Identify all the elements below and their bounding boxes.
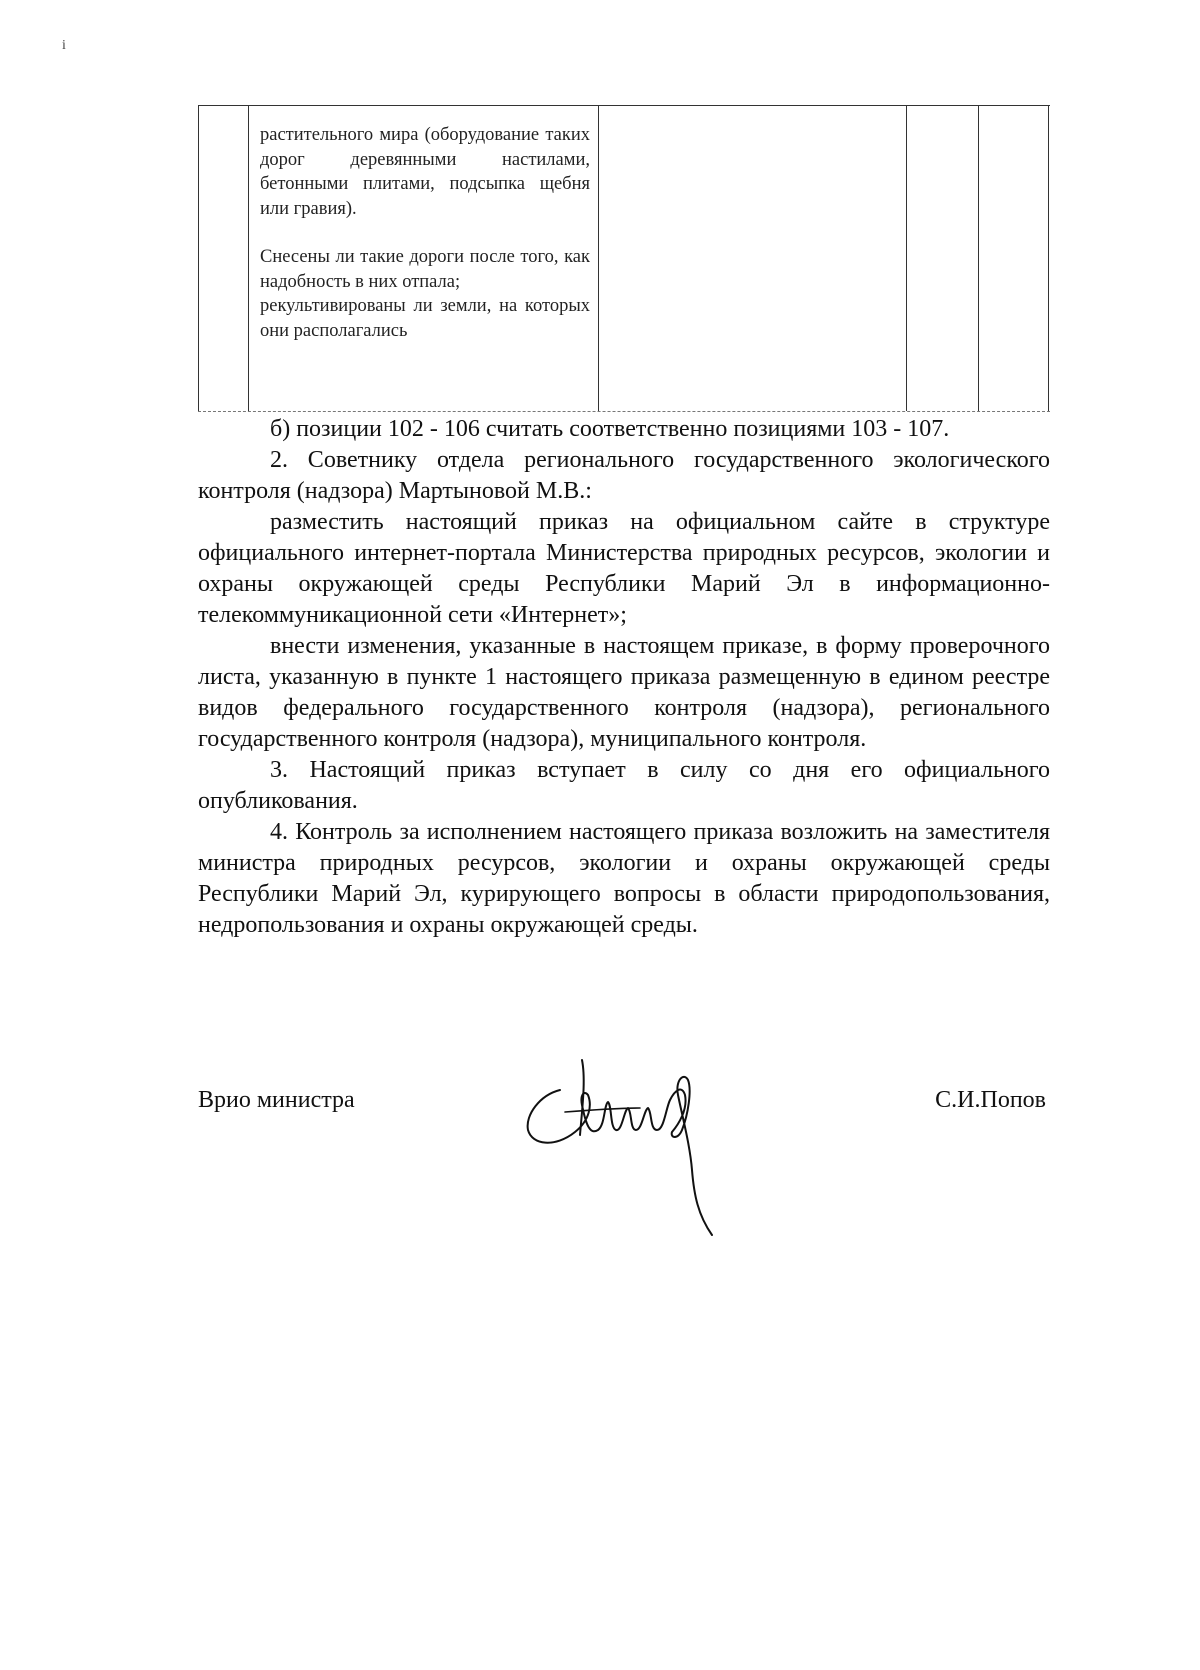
signatory-position: Врио министра xyxy=(198,1087,355,1113)
handwritten-signature xyxy=(520,1050,750,1250)
body-paragraph: 3. Настоящий приказ вступает в силу со дня его официального опубликования. xyxy=(198,757,1050,814)
table-col-border xyxy=(906,105,907,411)
order-body xyxy=(198,414,1050,941)
body-paragraph: внести изменения, указанные в настоящем приказе, в форму проверочного листа, указанную в пункте 1 настоящего приказа размещенную в едином реестре видов федерального государственного контроля (надзора), регионального государственного контроля (надзора), муниципального контроля. xyxy=(198,633,1050,752)
table-col-border xyxy=(978,105,979,411)
table-top-border xyxy=(198,105,1050,106)
table-cell-paragraph: растительного мира (оборудование таких дорог деревянными настилами, бетонными плитами, подсыпка щебня или гравия). xyxy=(260,125,590,219)
table-bottom-border xyxy=(198,411,1050,412)
table-cell-paragraph: Снесены ли такие дороги после того, как надобность в них отпала; xyxy=(260,247,590,292)
table-col-border xyxy=(198,105,199,411)
body-paragraph: 4. Контроль за исполнением настоящего приказа возложить на заместителя министра природных ресурсов, экологии и охраны окружающей среды Республики Марий Эл, курирующего вопросы в области природопользования, недропользования и охраны окружающей среды. xyxy=(198,819,1050,938)
signatory-name: С.И.Попов xyxy=(935,1087,1046,1113)
table-cell-paragraph: рекультивированы ли земли, на которых они располагались xyxy=(260,296,590,341)
table-col-border xyxy=(598,105,599,411)
body-paragraph: 2. Советнику отдела регионального государственного экологического контроля (надзора) Мартыновой М.В.: xyxy=(198,447,1050,504)
checklist-table-fragment xyxy=(198,105,1050,413)
table-question-cell xyxy=(260,123,590,343)
corner-mark: і xyxy=(62,38,66,53)
body-paragraph: б) позиции 102 - 106 считать соответственно позициями 103 - 107. xyxy=(270,416,950,442)
table-col-border xyxy=(248,105,249,411)
table-col-border xyxy=(1048,105,1049,411)
body-paragraph: разместить настоящий приказ на официальном сайте в структуре официального интернет-портала Министерства природных ресурсов, экологии и охраны окружающей среды Республики Марий Эл в информационно-телекоммуникационной сети «Интернет»; xyxy=(198,509,1050,628)
